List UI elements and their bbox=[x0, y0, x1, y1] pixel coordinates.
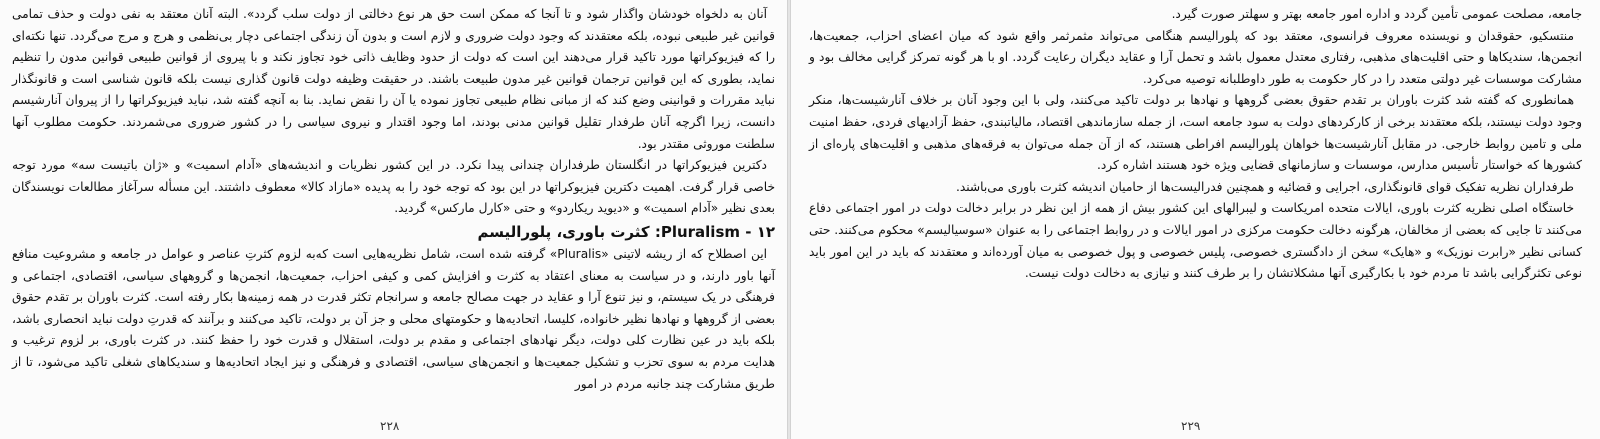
section-heading-pluralism: ۱۲ - Pluralism: کثرت باوری، پلورالیسم bbox=[477, 222, 775, 241]
paragraph-physiocrats-england: دکترین فیزیوکراتها در انگلستان طرفداران چندانی پیدا نکرد. در این کشور نظریات و اندیشه‌های «آدام اسمیت» و «ژان باتیست سه» مورد توجه خاصی قرار گرفت. اهمیت دکترین فیزیوکراتها در این بود که توجه خود را به پدیده «مازاد کالا» معطوف داشتند. این مسأله سرآغاز مطالعات نویسندگان بعدی نظیر «آدام اسمیت» و «دیوید ریکاردو» و حتی «کارل مارکس» گردید. bbox=[12, 158, 775, 216]
paragraph-origin-usa: خاستگاه اصلی نظریه کثرت باوری، ایالات متحده امریکاست و لیبرالهای این کشور بیش از همه از این نظر در برابر دخالت دولت در امور اجتماعی دفاع می‌کنند تا جایی که بعضی از مخالفان، هرگونه دخالت حکومت مرکزی در امور ایالات و در روابط اجتماعی را به عنوان «سوسیالیسم» محکوم می‌کنند. حتی کسانی نظیر «رابرت نوزیک» و «هایک» سخن از دادگستری خصوصی، پلیس خصوصی و پول خصوصی به میان آورده‌اند و معتقدند که باید در این امور باید نوعی تکثرگرایی باشد تا مردم خود با بکارگیری آنها مشکلاتشان را بر طرف کنند و نیازی به دخالت دولت نیست. bbox=[809, 201, 1582, 281]
page-228 bbox=[0, 0, 789, 439]
paragraph-pluralism-definition: این اصطلاح که از ریشه لاتینی «Pluralis» گرفته شده است، شامل نظریه‌هایی است که‌به لزوم کثرتِ عناصر و عوامل در جامعه و مشروعیت منافع آنها باور دارند، و در سیاست به معنای اعتقاد به کثرت و افزایش کمی و کیفی احزاب، جمعیت‌ها، انجمن‌ها و گروههای سیاسی، اقتصادی، اجتماعی و فرهنگی در یک سیستم، و نیز تنوع آرا و عقاید در جهت مصالح جامعه و سرانجام تکثر قدرت در همه زمینه‌ها بکار رفته است. کثرت باوران بر تقدم حقوق بعضی از گروهها و نهادها نظیر خانواده، کلیسا، اتحادیه‌ها و حکومتهای محلی و جز آن بر دولت، تاکید می‌کنند و برآنند که قدرتِ دولت نباید انحصاری باشد، بلکه باید در عین نظارت کلی دولت، دیگر نهادهای اجتماعی و مقدم بر دولت، استقلال و قدرت خود را حفظ کنند. در کثرت باوری، بر لزوم ترغیب و هدایت مردم به سوی تحزب و تشکیل جمعیت‌ها و انجمن‌های سیاسی، اقتصادی و فرهنگی و نیز ایجاد اتحادیه‌ها و سندیکاهای شغلی تاکید می‌شود، تا از طریق مشارکت چند جانبه مردم در امور bbox=[12, 246, 775, 391]
paragraph-montesquieu: منتسکیو، حقوقدان و نویسنده معروف فرانسوی، معتقد بود که پلورالیسم هنگامی می‌تواند مثمرثمر واقع شود که میان اعضای احزاب، جمعیت‌ها، انجمن‌ها، سندیکاها و حتی اقلیت‌های مذهبی، رفتاری معتدل معمول باشد و تحمل آرا و عقاید دیگران رعایت گردد. او با هر گونه تمرکز گرایی مخالف بود و مشارکت موسسات غیر دولتی متعدد را در کار حکومت به طور داوطلبانه توصیه می‌کرد. bbox=[809, 28, 1582, 86]
paragraph-physiocrats-state: آنان به دلخواه خودشان واگذار شود و تا آنجا که ممکن است حق هر نوع دخالتی از دولت سلب گردد». البته آنان معتقد به نفی دولت و حذف تمامی قوانین غیر طبیعی نبوده، بلکه معتقدند که وجود دولت ضروری و لازم است و بدون آن زندگی اجتماعی دچار بی‌نظمی و هرج و مرج می‌گردد. تنها نکته‌ای را که فیزیوکراتها مورد تاکید قرار می‌دهند این است که دولت از حدود وظایف ذاتی خود تجاوز نکند و با پیروی از قوانین طبیعی قوانین مدون را تنظیم نماید، بطوری که این قوانین ترجمان قوانین غیر مدون طبیعت باشند. در حقیقت وظیفه دولت قانون گذاری نیست بلکه قانون شناسی است و قانونگذار نباید مقررات و قوانینی وضع کند که از مبانی نظام طبیعی تجاوز نموده یا آن را نقض نماید. بنا به آنچه گفته شد، نباید فیزیوکراتها را از پیروان آنارشیسم دانست، زیرا اگرچه آنان طرفدار تقلیل قوانین مدنی بودند، اما وجود اقتدار و نیروی سیاسی را در کشور ضروری می‌شمردند. حکومت مطلوب آنها سلطنت موروثی مقتدر بود. bbox=[12, 7, 775, 151]
page-number: ۲۲۸ bbox=[380, 419, 400, 433]
book-gutter bbox=[787, 0, 791, 439]
page-229 bbox=[789, 0, 1600, 439]
paragraph-separation-of-powers: طرفداران نظریه تفکیک قوای قانونگذاری، اجرایی و قضائیه و همچنین فدرالیست‌ها از حامیان اندیشه کثرت باوری می‌باشند. bbox=[955, 179, 1574, 194]
page-number: ۲۲۹ bbox=[1181, 419, 1201, 433]
paragraph-pluralists-vs-anarchists: همانطوری که گفته شد کثرت باوران بر تقدم حقوق بعضی گروهها و نهادها بر دولت تاکید می‌کنند، ولی با این وجود آنان بر خلاف آنارشیست‌ها، منکر وجود دولت نیستند، بلکه معتقدند برخی از کارکردهای دولت به سود جامعه است، از جمله سازماندهی اقتصاد، مالیاتبندی، حفظ آزادیهای فردی، حفظ امنیت ملی و تامین روابط خارجی. در مقابل آنارشیست‌ها خواهان پلورالیسم افراطی هستند، که از آن جمله می‌توان به فرقه‌های مذهبی و اقلیت‌های پاره‌ای از کشورها که خواستار تأسیس مدارس، موسسات و سازمانهای قضایی ویژه خود هستند اشاره کرد. bbox=[809, 93, 1582, 173]
paragraph-society-continuation: جامعه، مصلحت عمومی تأمین گردد و اداره امور جامعه بهتر و سهلتر صورت گیرد. bbox=[1171, 7, 1582, 21]
